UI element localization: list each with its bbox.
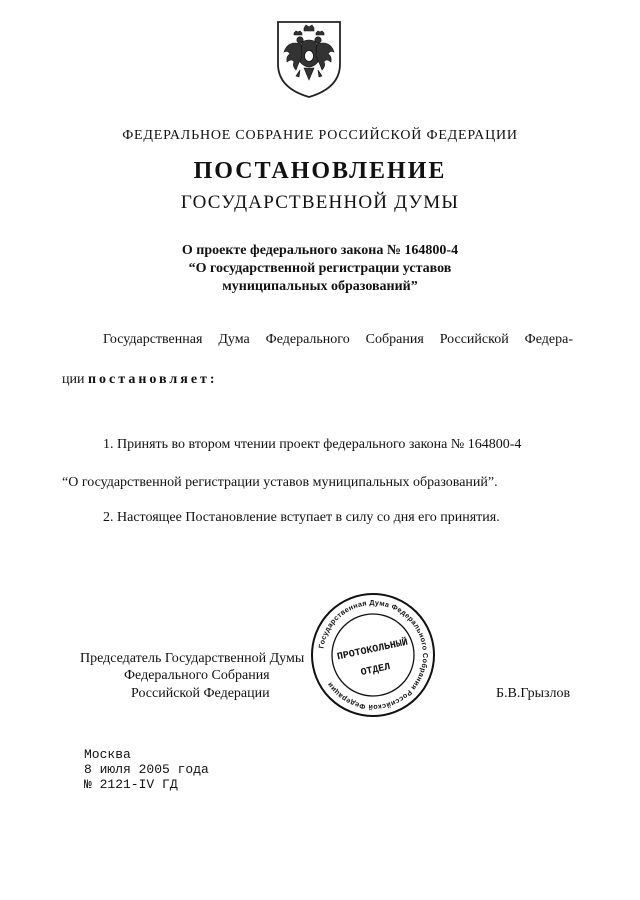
stamp-outer-text: Государственная Дума Федерального Собрания Российской Федерации [316,597,431,713]
signatory-position: Председатель Государственной Думы [80,651,305,666]
intro-word: Российской [439,332,509,347]
intro-prefix: ции [62,372,85,387]
resolution-item-1: 1. Принять во втором чтении проект федерального закона № 164800-4 [103,437,522,452]
organization-name: ФЕДЕРАЛЬНОЕ СОБРАНИЕ РОССИЙСКОЙ ФЕДЕРАЦИИ [122,128,518,143]
document-title: ПОСТАНОВЛЕНИЕ [193,158,447,184]
stamp-center-text: ОТДЕЛ [359,662,392,680]
resolution-verb: постановляет: [87,372,218,387]
document-subtitle: ГОСУДАРСТВЕННОЙ ДУМЫ [180,192,460,213]
intro-word: Собрания [365,332,424,347]
document-number: № 2121-IV ГД [84,777,178,792]
intro-paragraph-line1 [103,332,573,348]
intro-paragraph-line2 [62,372,218,388]
official-stamp [310,592,436,718]
subject-line: О проекте федерального закона № 164800-4 [181,243,459,258]
resolution-item-1-continued: “О государственной регистрации уставов муниципальных образований”. [62,475,498,490]
signatory-position: Федерального Собрания [124,668,270,683]
issue-date: 8 июля 2005 года [84,762,209,777]
signatory-position: Российской Федерации [131,686,270,701]
intro-word: Государственная [103,332,203,347]
stamp-center-text: ПРОТОКОЛЬНЫЙ [336,637,410,664]
subject-line: “О государственной регистрации уставов [188,261,452,276]
subject-line: муниципальных образований” [222,279,418,294]
intro-word: Дума [218,332,250,347]
issue-place: Москва [84,747,131,762]
intro-word: Федера- [524,332,573,347]
intro-word: Федерального [265,332,350,347]
resolution-item-2: 2. Настоящее Постановление вступает в силу со дня его принятия. [103,510,500,525]
signatory-name: Б.В.Грызлов [496,686,571,701]
double-headed-eagle-icon [274,18,344,100]
